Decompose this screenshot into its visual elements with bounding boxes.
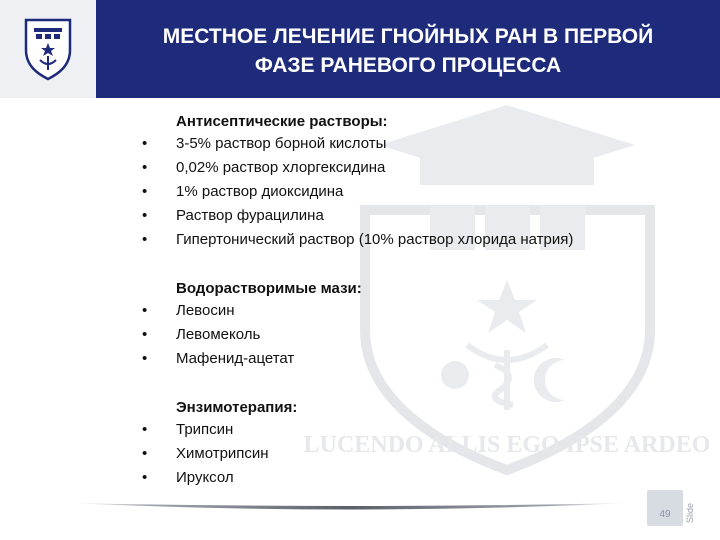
bullet: • xyxy=(142,469,148,486)
section-title-ointments: Водорастворимые мази: xyxy=(176,280,362,297)
list-item-text: Гипертонический раствор (10% раствор хлорида натрия) xyxy=(176,231,574,248)
list-item-text: 3-5% раствор борной кислоты xyxy=(176,135,387,152)
list-item-text: Трипсин xyxy=(176,421,234,438)
bullet: • xyxy=(142,445,148,462)
list-item-text: Раствор фурацилина xyxy=(176,207,324,224)
bullet: • xyxy=(142,326,148,343)
bullet: • xyxy=(142,183,148,200)
slide-label: Slide xyxy=(685,502,695,523)
section-title-antiseptics: Антисептические растворы: xyxy=(176,113,388,130)
list-item-text: Химотрипсин xyxy=(176,445,269,462)
slide-number-badge xyxy=(647,490,683,526)
list-item-text: Левомеколь xyxy=(176,326,261,343)
list-item-text: 1% раствор диоксидина xyxy=(176,183,344,200)
slide-number: 49 xyxy=(659,509,671,520)
bullet: • xyxy=(142,350,148,367)
section-title-enzymes: Энзимотерапия: xyxy=(176,399,298,416)
list-item-text: Мафенид-ацетат xyxy=(176,350,295,367)
slide-title-line-2: ФАЗЕ РАНЕВОГО ПРОЦЕССА xyxy=(254,54,562,77)
bullet: • xyxy=(142,302,148,319)
crest-motto: LUCENDO ALLIS EGO IPSE ARDEO xyxy=(303,432,711,458)
list-item-text: Левосин xyxy=(176,302,235,319)
bullet: • xyxy=(142,421,148,438)
bullet: • xyxy=(142,207,148,224)
bullet: • xyxy=(142,159,148,176)
footer-shadow-divider xyxy=(70,500,630,514)
bullet: • xyxy=(142,135,148,152)
slide-title-line-1: МЕСТНОЕ ЛЕЧЕНИЕ ГНОЙНЫХ РАН В ПЕРВОЙ xyxy=(162,25,654,48)
bullet: • xyxy=(142,231,148,248)
list-item-text: Ируксол xyxy=(176,469,234,486)
list-item-text: 0,02% раствор хлоргексидина xyxy=(176,159,386,176)
